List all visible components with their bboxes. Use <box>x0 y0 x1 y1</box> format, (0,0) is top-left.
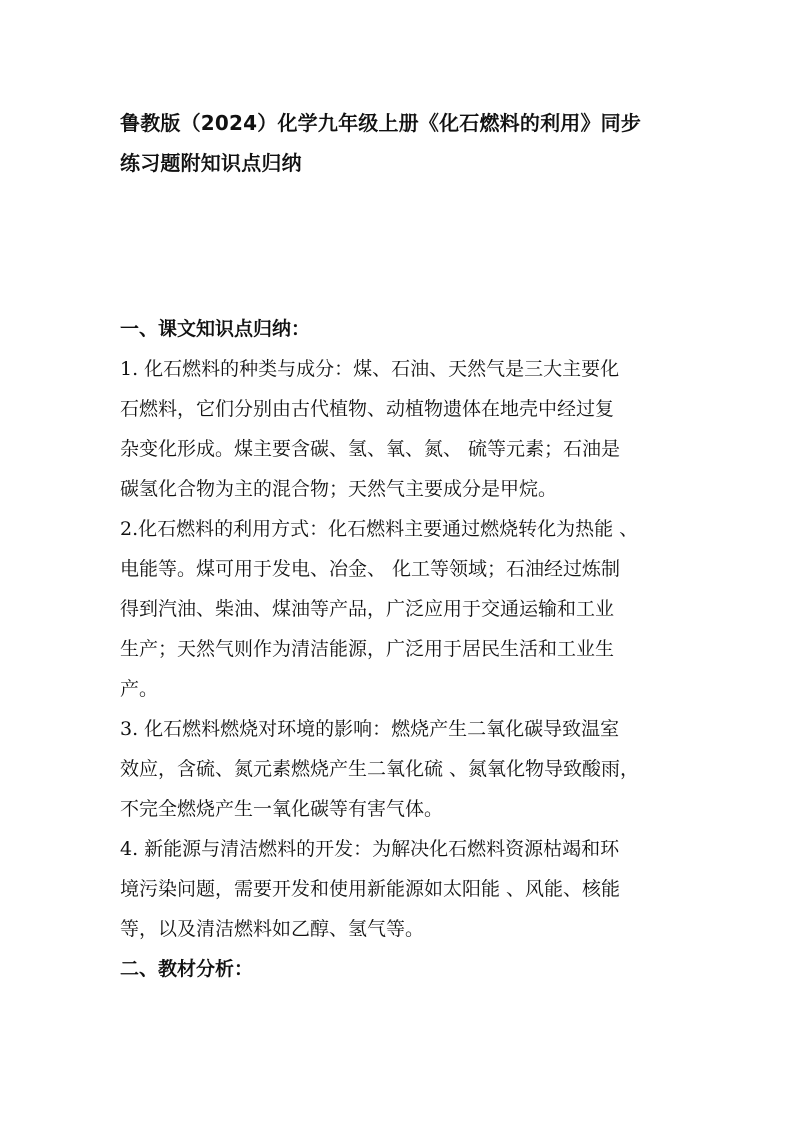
paragraph-new-energy <box>120 829 680 949</box>
text-line: 等，以及清洁燃料如乙醇、氢气等。 <box>120 918 425 940</box>
text-line: 1. 化石燃料的种类与成分：煤、石油、天然气是三大主要化 <box>120 358 620 380</box>
section-heading-knowledge-summary: 一、课文知识点归纳： <box>120 318 311 340</box>
text-line: 2.化石燃料的利用方式：化石燃料主要通过燃烧转化为热能 、 <box>120 518 639 540</box>
text-line: 电能等。煤可用于发电、冶金、 化工等领域；石油经过炼制 <box>120 558 621 580</box>
text-line: 4. 新能源与清洁燃料的开发：为解决化石燃料资源枯竭和环 <box>120 838 620 860</box>
text-line: 碳氢化合物为主的混合物；天然气主要成分是甲烷。 <box>120 478 558 500</box>
text-line: 石燃料，它们分别由古代植物、动植物遗体在地壳中经过复 <box>120 398 615 420</box>
section-heading-textbook-analysis: 二、教材分析： <box>120 958 254 980</box>
document-body <box>120 309 680 989</box>
paragraph-environmental-impact <box>120 709 680 829</box>
text-line: 生产；天然气则作为清洁能源，广泛用于居民生活和工业生 <box>120 638 615 660</box>
text-line: 得到汽油、柴油、煤油等产品，广泛应用于交通运输和工业 <box>120 598 615 620</box>
document-title <box>120 103 690 183</box>
text-line: 效应，含硫、氮元素燃烧产生二氧化硫 、氮氧化物导致酸雨， <box>120 758 640 780</box>
title-line: 鲁教版（2024）化学九年级上册《化石燃料的利用》同步 <box>120 111 642 135</box>
text-line: 产。 <box>120 678 159 700</box>
text-line: 境污染问题，需要开发和使用新能源如太阳能 、风能、核能 <box>120 878 621 900</box>
paragraph-fossil-fuel-types <box>120 349 680 509</box>
text-line: 3. 化石燃料燃烧对环境的影响：燃烧产生二氧化碳导致温室 <box>120 718 620 740</box>
title-line: 练习题附知识点归纳 <box>120 151 302 175</box>
paragraph-fossil-fuel-usage <box>120 509 680 709</box>
text-line: 杂变化形成。煤主要含碳、氢、氧、氮、 硫等元素；石油是 <box>120 438 621 460</box>
text-line: 不完全燃烧产生一氧化碳等有害气体。 <box>120 798 444 820</box>
